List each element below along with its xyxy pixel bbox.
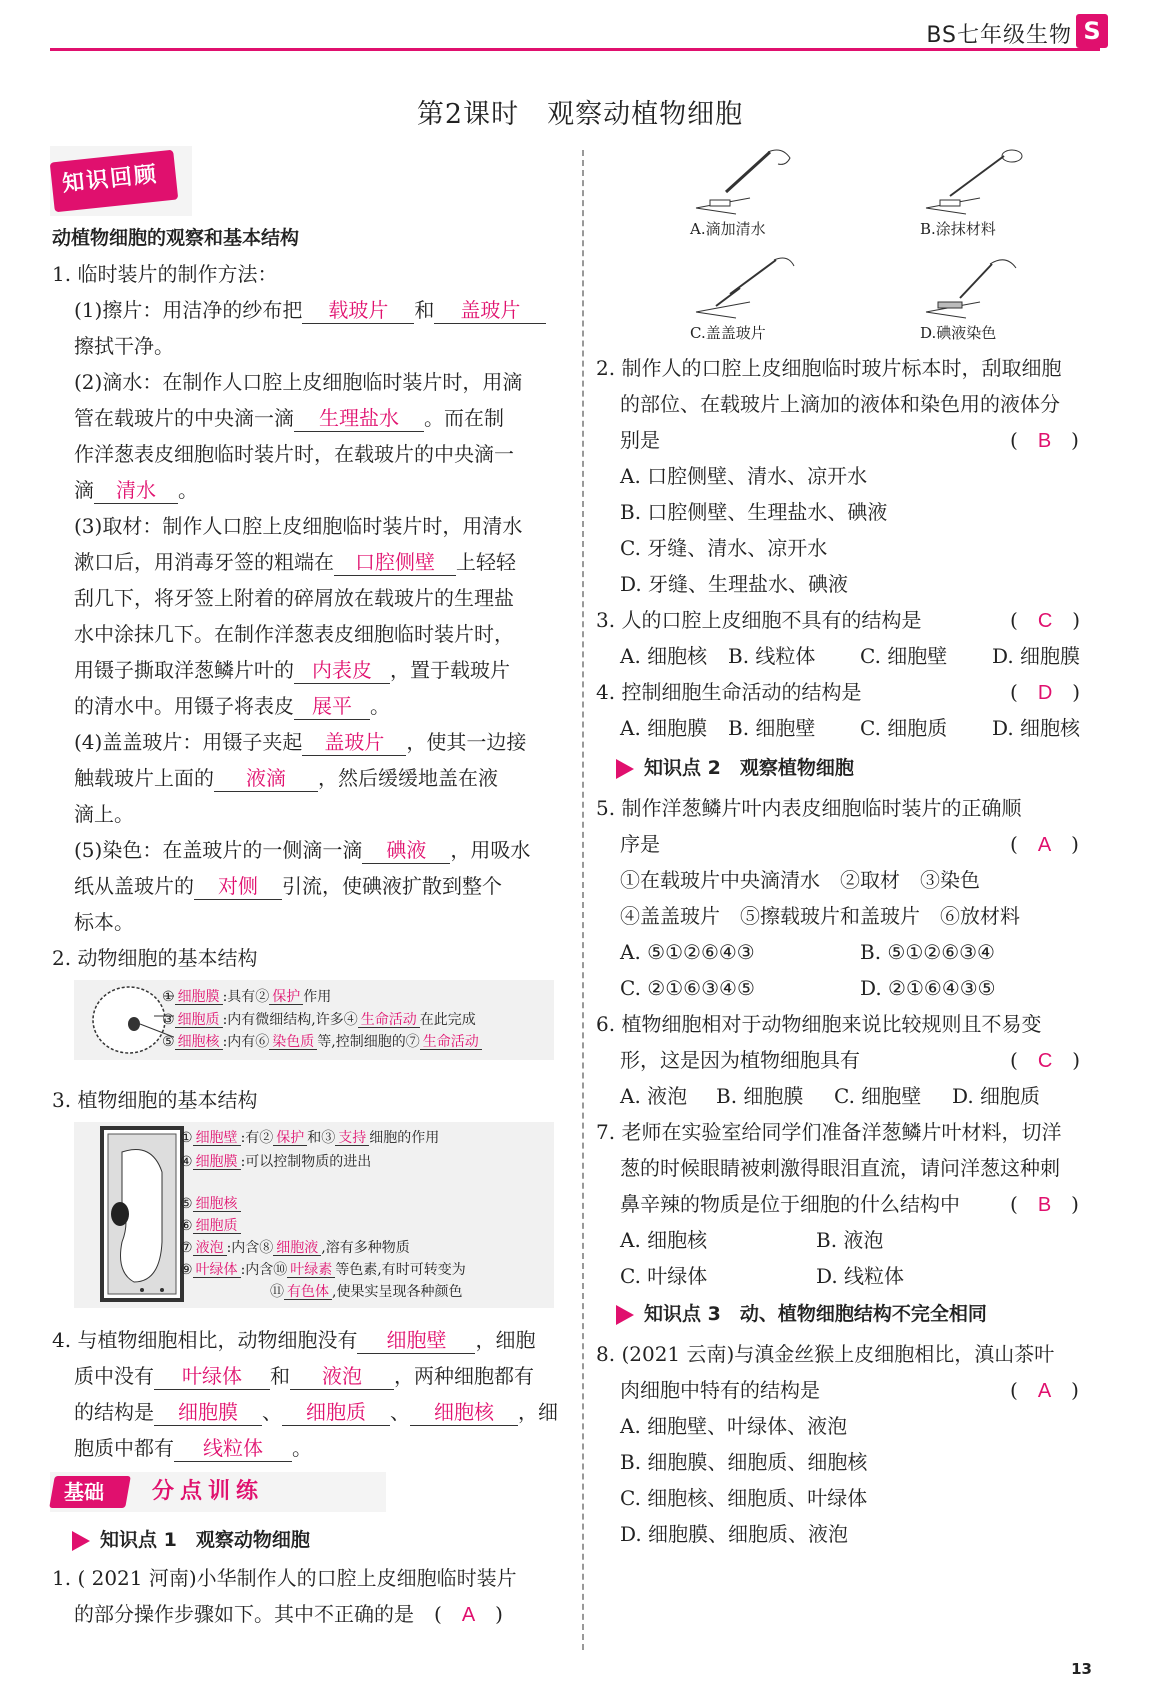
option: C. 叶绿体 — [620, 1264, 708, 1288]
q1-line: 纸从盖玻片的 对侧 引流，使碘液扩散到整个 — [74, 874, 502, 898]
answer-blank: 细胞质 — [282, 1401, 390, 1426]
q2-stem: 2. 动物细胞的基本结构 — [52, 946, 258, 970]
option: D. ②①⑥④③⑤ — [860, 976, 996, 1000]
figure-caption-a: A.滴加清水 — [690, 220, 766, 238]
answer-blank: 清水 — [94, 479, 178, 504]
animal-cell-label: ③ 细胞质 :内有微细结构,许多④ 生命活动 在此完成 — [162, 1011, 476, 1028]
option: A. 口腔侧壁、清水、凉开水 — [620, 464, 868, 488]
q1-line: (3)取材：制作人口腔上皮细胞临时装片时，用清水 — [74, 514, 523, 538]
lesson-title: 第2课时 观察动植物细胞 — [416, 99, 744, 130]
choice-answer: B — [1037, 1194, 1052, 1216]
option: A. 细胞膜 — [620, 716, 708, 740]
plant-cell-label: ⑤ 细胞核 — [180, 1194, 241, 1213]
answer-bracket: ( C ) — [1010, 608, 1081, 632]
ex-q5-line: 序是 — [620, 832, 660, 856]
header-divider — [50, 48, 1100, 51]
answer-blank: 内表皮 — [294, 659, 390, 684]
review-badge-label: 知识回顾 — [61, 162, 160, 197]
answer-bracket: ( D ) — [1010, 680, 1081, 704]
choice-answer: A — [461, 1604, 476, 1626]
option: A. 细胞核 — [620, 644, 708, 668]
figure-caption-b: B.涂抹材料 — [920, 220, 996, 238]
answer-blank: 展平 — [294, 695, 370, 720]
plant-cell-label: ④ 细胞膜 :可以控制物质的进出 — [180, 1153, 372, 1170]
q1-line: 作洋葱表皮细胞临时装片时，在载玻片的中央滴一 — [74, 442, 514, 466]
q1-line: 管在载玻片的中央滴一滴 生理盐水 。而在制 — [74, 406, 504, 430]
answer-blank: 线粒体 — [174, 1437, 292, 1462]
option: D. 细胞核 — [992, 716, 1081, 740]
answer-bracket: ( B ) — [1010, 428, 1079, 452]
q1-line: 滴 清水 。 — [74, 478, 198, 502]
ex-q1-line: 的部分操作步骤如下。其中不正确的是 ( A ) — [74, 1602, 503, 1626]
option: A. 细胞核 — [620, 1228, 708, 1252]
option: C. 牙缝、清水、凉开水 — [620, 536, 828, 560]
procedure-figure — [690, 146, 1080, 346]
animal-cell-label: ⑤ 细胞核 :内有⑥ 染色质 等,控制细胞的⑦ 生命活动 — [162, 1032, 482, 1051]
knowledge-point-3: 知识点 3 动、植物细胞结构不完全相同 — [616, 1302, 987, 1326]
option: C. 细胞壁 — [860, 644, 948, 668]
plant-cell-label: ⑥ 细胞质 — [180, 1216, 241, 1235]
option: B. 细胞膜 — [716, 1084, 804, 1108]
triangle-icon — [72, 1531, 90, 1551]
answer-bracket: ( B ) — [1010, 1192, 1079, 1216]
answer-blank: 叶绿体 — [154, 1365, 270, 1390]
option: D. 细胞质 — [952, 1084, 1041, 1108]
answer-blank: 盖玻片 — [434, 299, 546, 324]
ex-q8-line: 肉细胞中特有的结构是 — [620, 1378, 820, 1402]
q1-line: (1)擦片：用洁净的纱布把 载玻片 和 盖玻片 — [74, 298, 546, 324]
option: A. ⑤①②⑥④③ — [620, 940, 755, 964]
ex-q6-line: 形，这是因为植物细胞具有 — [620, 1048, 860, 1072]
plant-cell-label: ⑦ 液泡 :内含⑧ 细胞液 ,溶有多种物质 — [180, 1239, 410, 1256]
q1-line: 漱口后，用消毒牙签的粗端在 口腔侧壁 上轻轻 — [74, 550, 516, 574]
choice-answer: A — [1037, 1380, 1052, 1402]
answer-bracket: ( A ) — [1010, 1378, 1079, 1402]
plant-cell-label: ① 细胞壁 :有② 保护 和③ 支持 细胞的作用 — [180, 1129, 440, 1146]
q1-line: (4)盖盖玻片：用镊子夹起 盖玻片 ，使其一边接 — [74, 730, 527, 754]
knowledge-point-1: 知识点 1 观察动物细胞 — [72, 1528, 310, 1552]
answer-blank: 口腔侧壁 — [334, 551, 456, 576]
option: C. 细胞质 — [860, 716, 948, 740]
option: A. 液泡 — [620, 1084, 688, 1108]
q1-line: 标本。 — [74, 910, 134, 934]
option: B. ⑤①②⑥③④ — [860, 940, 995, 964]
option: B. 液泡 — [816, 1228, 884, 1252]
basics-badge-label: 基础 — [64, 1480, 104, 1504]
ex-q2-line: 的部位、在载玻片上滴加的液体和染色用的液体分 — [620, 392, 1060, 416]
q4-line: 的结构是 细胞膜 、 细胞质 、 细胞核 ，细 — [74, 1400, 558, 1424]
option: C. ②①⑥③④⑤ — [620, 976, 755, 1000]
iodine-stain-icon — [920, 250, 1040, 320]
triangle-icon — [616, 1305, 634, 1325]
cover-slip-icon — [690, 250, 810, 320]
ex-q5-line: 5. 制作洋葱鳞片叶内表皮细胞临时装片的正确顺 — [596, 796, 1022, 820]
answer-blank: 液泡 — [290, 1365, 394, 1390]
option: B. 细胞壁 — [728, 716, 816, 740]
answer-blank: 细胞壁 — [357, 1329, 475, 1354]
animal-cell-icon — [84, 980, 174, 1060]
ex-q4-line: 4. 控制细胞生命活动的结构是 — [596, 680, 862, 704]
q1-line: 擦拭干净。 — [74, 334, 174, 358]
q1-line: (5)染色：在盖玻片的一侧滴一滴 碘液 ，用吸水 — [74, 838, 531, 862]
triangle-icon — [616, 759, 634, 779]
option: C. 细胞核、细胞质、叶绿体 — [620, 1486, 868, 1510]
animal-cell-diagram — [74, 980, 554, 1060]
knowledge-point-2: 知识点 2 观察植物细胞 — [616, 756, 854, 780]
review-heading: 动植物细胞的观察和基本结构 — [52, 227, 300, 249]
animal-cell-label: ① 细胞膜 :具有② 保护 作用 — [162, 988, 332, 1005]
option: C. 细胞壁 — [834, 1084, 922, 1108]
smear-material-icon — [920, 146, 1040, 216]
answer-bracket: ( C ) — [1010, 1048, 1081, 1072]
q3-stem: 3. 植物细胞的基本结构 — [52, 1088, 258, 1112]
brand-logo-icon: S — [1076, 14, 1108, 48]
q1-line: 的清水中。用镊子将表皮 展平 。 — [74, 694, 390, 718]
option: B. 口腔侧壁、生理盐水、碘液 — [620, 500, 888, 524]
plant-cell-label: ⑪ 有色体 ,使果实呈现各种颜色 — [270, 1283, 463, 1300]
q1-line: 滴上。 — [74, 802, 134, 826]
q1-stem: 1. 临时装片的制作方法： — [52, 262, 278, 286]
ex-q2-line: 2. 制作人的口腔上皮细胞临时玻片标本时，刮取细胞 — [596, 356, 1062, 380]
q4-line: 4. 与植物细胞相比，动物细胞没有 细胞壁 ，细胞 — [52, 1328, 536, 1352]
answer-blank: 液滴 — [214, 767, 318, 792]
header-title: BS七年级生物 — [926, 23, 1072, 48]
option: B. 线粒体 — [728, 644, 816, 668]
ex-q5-line: ①在载玻片中央滴清水 ②取材 ③染色 — [620, 868, 980, 892]
option: D. 牙缝、生理盐水、碘液 — [620, 572, 849, 596]
q4-line: 质中没有 叶绿体 和 液泡 ，两种细胞都有 — [74, 1364, 534, 1388]
answer-blank: 细胞膜 — [154, 1401, 262, 1426]
pipette-drop-icon — [690, 146, 810, 216]
q1-line: 触载玻片上面的 液滴 ，然后缓缓地盖在液 — [74, 766, 498, 790]
q1-line: 水中涂抹几下。在制作洋葱表皮细胞临时装片时， — [74, 622, 514, 646]
ex-q3-line: 3. 人的口腔上皮细胞不具有的结构是 — [596, 608, 922, 632]
column-divider — [582, 150, 584, 1650]
figure-caption-d: D.碘液染色 — [920, 324, 997, 342]
answer-blank: 生理盐水 — [294, 407, 424, 432]
answer-blank: 盖玻片 — [302, 731, 406, 756]
option: D. 细胞膜、细胞质、液泡 — [620, 1522, 849, 1546]
ex-q5-line: ④盖盖玻片 ⑤擦载玻片和盖玻片 ⑥放材料 — [620, 904, 1020, 928]
choice-answer: D — [1037, 682, 1053, 704]
choice-answer: B — [1037, 430, 1052, 452]
q4-line: 胞质中都有 线粒体 。 — [74, 1436, 312, 1460]
ex-q1-line: 1. ( 2021 河南)小华制作人的口腔上皮细胞临时装片 — [52, 1566, 517, 1590]
choice-answer: C — [1037, 610, 1053, 632]
option: D. 细胞膜 — [992, 644, 1081, 668]
page-number: 13 — [1071, 1660, 1092, 1678]
plant-cell-label: ⑨ 叶绿体 :内含⑩ 叶绿素 等色素,有时可转变为 — [180, 1261, 466, 1278]
q1-line: 用镊子撕取洋葱鳞片叶的 内表皮 ，置于载玻片 — [74, 658, 510, 682]
ex-q6-line: 6. 植物细胞相对于动物细胞来说比较规则且不易变 — [596, 1012, 1042, 1036]
ex-q7-line: 葱的时候眼睛被刺激得眼泪直流，请问洋葱这种刺 — [620, 1156, 1060, 1180]
ex-q7-line: 7. 老师在实验室给同学们准备洋葱鳞片叶材料，切洋 — [596, 1120, 1062, 1144]
answer-blank: 细胞核 — [410, 1401, 518, 1426]
plant-cell-icon — [82, 1122, 192, 1308]
option: D. 线粒体 — [816, 1264, 905, 1288]
choice-answer: C — [1037, 1050, 1053, 1072]
option: A. 细胞壁、叶绿体、液泡 — [620, 1414, 848, 1438]
plant-cell-diagram — [74, 1122, 554, 1308]
answer-bracket: ( A ) — [1010, 832, 1079, 856]
ex-q8-line: 8. (2021 云南)与滇金丝猴上皮细胞相比，滇山茶叶 — [596, 1342, 1055, 1366]
ex-q7-line: 鼻辛辣的物质是位于细胞的什么结构中 — [620, 1192, 960, 1216]
figure-caption-c: C.盖盖玻片 — [690, 324, 766, 342]
answer-blank: 碘液 — [362, 839, 450, 864]
q1-line: (2)滴水：在制作人口腔上皮细胞临时装片时，用滴 — [74, 370, 523, 394]
q1-line: 刮几下，将牙签上附着的碎屑放在载玻片的生理盐 — [74, 586, 514, 610]
option: B. 细胞膜、细胞质、细胞核 — [620, 1450, 868, 1474]
choice-answer: A — [1037, 834, 1052, 856]
basics-title: 分点训练 — [152, 1479, 265, 1504]
answer-blank: 对侧 — [194, 875, 282, 900]
answer-blank: 载玻片 — [302, 299, 414, 324]
ex-q2-line: 别是 — [620, 428, 660, 452]
